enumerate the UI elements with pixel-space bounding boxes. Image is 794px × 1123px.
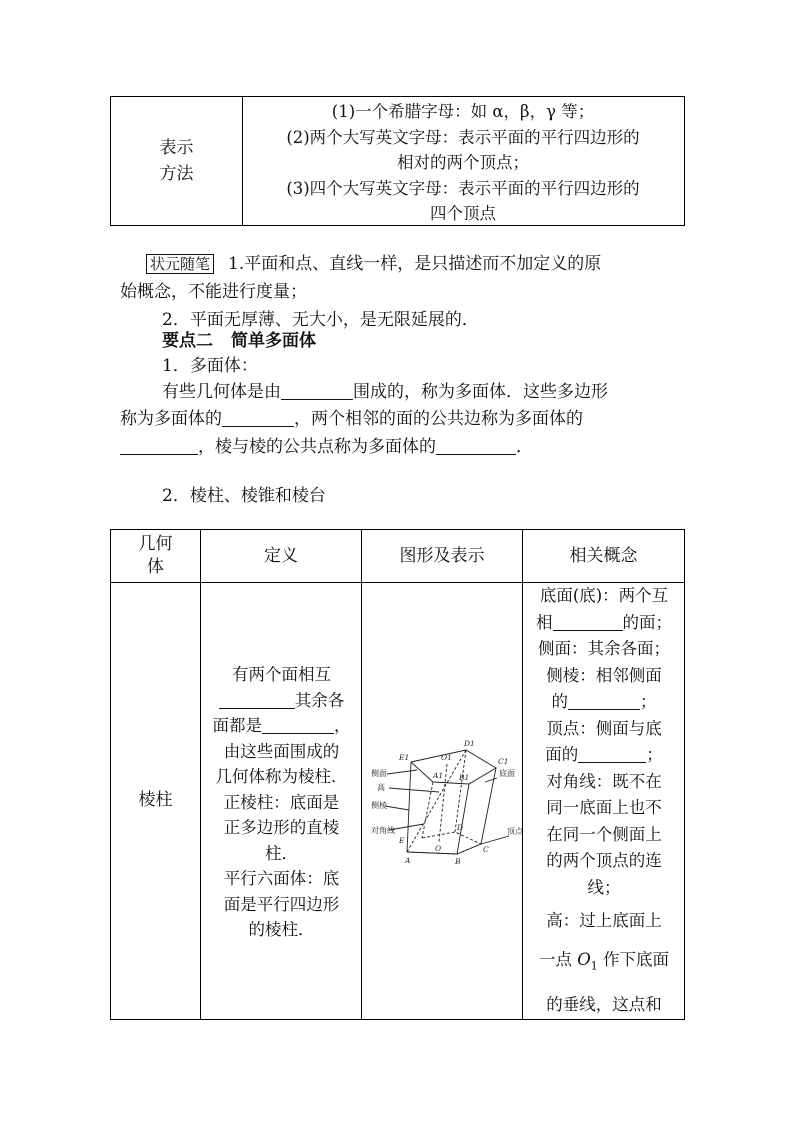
notation-line: (2)两个大写英文字母：表示平面的平行四边形的 bbox=[286, 127, 640, 147]
text-span: 围成的，称为多面体．这些多边形 bbox=[353, 382, 608, 402]
row-name-text: 棱柱 bbox=[138, 790, 173, 810]
header-definition bbox=[201, 530, 361, 582]
vertex-label: B bbox=[455, 857, 461, 866]
paragraph-line-1 bbox=[120, 378, 685, 406]
fill-blank bbox=[281, 381, 353, 400]
header-text: 定义 bbox=[264, 545, 298, 566]
text-span: 称为多面体的 bbox=[120, 409, 222, 429]
definition-line: 平行六面体：底 bbox=[223, 869, 340, 888]
vertex-label: O1 bbox=[441, 753, 452, 762]
notation-line: (1)一个希腊字母：如 α，β，γ 等； bbox=[331, 102, 595, 121]
note-badge: 状元随笔 bbox=[146, 254, 214, 274]
definition-line: 几何体称为棱柱． bbox=[215, 767, 348, 786]
concept-line: 在同一个侧面上 bbox=[546, 824, 662, 844]
concept-line: 对角线：既不在 bbox=[546, 771, 662, 791]
figure-label: 高 bbox=[377, 783, 385, 792]
definition-cell bbox=[203, 662, 360, 943]
definition-line bbox=[203, 688, 360, 714]
pointer bbox=[387, 770, 417, 774]
text-span: 1 bbox=[590, 959, 598, 973]
definition-line: 有两个面相互 bbox=[232, 665, 331, 684]
fill-blank bbox=[219, 690, 295, 709]
definition-line: 面是平行四边形 bbox=[223, 894, 340, 914]
header-text: 体 bbox=[147, 557, 164, 577]
definition-line: 正棱柱：底面是 bbox=[223, 792, 340, 812]
figure-label: 顶点 bbox=[507, 827, 523, 836]
lateral-edge bbox=[455, 750, 466, 832]
figure-label: 侧棱 bbox=[371, 801, 387, 810]
concept-line: 线； bbox=[587, 877, 621, 897]
fill-blank bbox=[553, 612, 623, 631]
lateral-edge bbox=[407, 762, 411, 852]
notation-label-line1: 表示 bbox=[159, 138, 194, 158]
text-span: 的 bbox=[551, 692, 568, 711]
concept-line bbox=[524, 689, 684, 716]
header-concepts bbox=[523, 530, 684, 582]
text-span: 有些几何体是由 bbox=[162, 382, 281, 402]
concept-line: 侧棱：相邻侧面 bbox=[546, 665, 662, 685]
text-span: 其余各 bbox=[294, 690, 345, 710]
text-span: 面都是 bbox=[212, 716, 262, 735]
fill-blank bbox=[222, 408, 294, 427]
vertex-label: C1 bbox=[498, 757, 509, 766]
header-text: 图形及表示 bbox=[399, 545, 485, 566]
note-1 bbox=[120, 250, 685, 278]
concept-line: 同一底面上也不 bbox=[546, 798, 662, 817]
notation-label bbox=[111, 97, 243, 225]
definition-line bbox=[203, 713, 360, 739]
header-shape bbox=[111, 530, 200, 582]
fill-blank bbox=[436, 436, 516, 455]
header-text: 几何 bbox=[138, 534, 173, 554]
paragraph-line-3 bbox=[120, 433, 685, 461]
section-heading-a: 要点二 bbox=[162, 331, 213, 351]
definition-line: 柱． bbox=[265, 843, 298, 863]
notation-label-line2: 方法 bbox=[159, 164, 194, 184]
pointer bbox=[385, 806, 409, 810]
vertex-label: O bbox=[435, 844, 442, 853]
notation-line: 四个顶点 bbox=[430, 204, 496, 223]
vertex-label: D1 bbox=[464, 739, 475, 748]
vertex-label: D bbox=[457, 823, 464, 832]
text-span: ； bbox=[646, 745, 663, 764]
text-span: O bbox=[577, 950, 591, 969]
text-span: 面的 bbox=[545, 745, 579, 764]
item-1-text: 1．多面体： bbox=[162, 356, 258, 376]
bottom-face bbox=[407, 832, 481, 854]
header-figure bbox=[362, 530, 522, 582]
vertex-label: B1 bbox=[459, 773, 470, 782]
concept-line: 底面(底)：两个互 bbox=[539, 586, 669, 605]
prism-figure bbox=[369, 730, 523, 875]
section-heading bbox=[120, 327, 685, 355]
notation-line: 相对的两个顶点； bbox=[397, 153, 529, 172]
vertex-label: A bbox=[405, 856, 411, 865]
figure-label: 侧面 bbox=[371, 769, 387, 778]
vertex-label: A1 bbox=[433, 771, 444, 780]
column-divider bbox=[522, 530, 523, 1019]
vertex-label: E bbox=[399, 836, 405, 845]
figure-label: 底面 bbox=[499, 769, 515, 778]
note-1-cont bbox=[120, 278, 685, 306]
fill-blank bbox=[568, 691, 640, 710]
pointer bbox=[481, 836, 509, 844]
text-span: ，两个相邻的面的公共边称为多面体的 bbox=[294, 409, 583, 429]
text-span: 一点 bbox=[538, 950, 578, 969]
notation-content bbox=[243, 99, 683, 227]
column-divider bbox=[200, 530, 201, 1019]
concepts-cell bbox=[524, 583, 684, 1024]
concept-line: 顶点：侧面与底 bbox=[546, 718, 662, 738]
concept-line bbox=[524, 610, 684, 637]
lateral-edge bbox=[457, 784, 469, 854]
vertex-label: E1 bbox=[399, 753, 410, 762]
text-span: 相 bbox=[536, 612, 553, 632]
text-span: ， bbox=[334, 716, 351, 735]
text-span: ； bbox=[640, 692, 657, 711]
concept-line: 的垂线，这点和 bbox=[546, 995, 662, 1015]
fill-blank bbox=[578, 744, 646, 763]
bottom-face-front bbox=[407, 844, 481, 854]
note-1-text-a: 1.平面和点、直线一样，是只描述而不加定义的原 bbox=[228, 254, 602, 274]
item-2-text: 2．棱柱、棱锥和棱台 bbox=[162, 486, 326, 506]
figure-label: 对角线 bbox=[371, 826, 395, 835]
top-face bbox=[411, 750, 496, 784]
vertex-label: C bbox=[483, 845, 489, 854]
header-text: 相关概念 bbox=[569, 545, 638, 566]
text-span: 作下底面 bbox=[597, 950, 670, 969]
notation-table bbox=[110, 96, 685, 226]
concept-line: 的两个顶点的连 bbox=[546, 851, 662, 870]
column-divider bbox=[361, 530, 362, 1019]
fill-blank bbox=[262, 715, 334, 734]
pointer bbox=[485, 778, 497, 782]
concept-line bbox=[524, 940, 684, 985]
notation-line: (3)四个大写英文字母：表示平面的平行四边形的 bbox=[286, 178, 640, 198]
item-2 bbox=[120, 482, 685, 510]
prism-table bbox=[110, 529, 685, 1020]
section-heading-b: 简单多面体 bbox=[231, 331, 316, 351]
item-1 bbox=[120, 352, 685, 380]
paragraph-line-2 bbox=[120, 405, 685, 433]
note-2-text: 2．平面无厚薄、无大小，是无限延展的． bbox=[162, 310, 479, 330]
definition-line: 由这些面围成的 bbox=[223, 741, 340, 761]
definition-line: 的棱柱． bbox=[248, 920, 315, 939]
text-span: 的面； bbox=[622, 612, 672, 632]
fill-blank bbox=[120, 436, 198, 455]
concept-line: 高：过上底面上 bbox=[546, 911, 662, 930]
concept-line bbox=[524, 742, 684, 769]
diagonal-line bbox=[407, 750, 466, 852]
definition-line: 正多边形的直棱 bbox=[223, 818, 340, 837]
text-span: ． bbox=[516, 437, 533, 457]
note-1-text-b: 始概念，不能进行度量； bbox=[120, 282, 307, 302]
concept-line: 侧面：其余各面； bbox=[538, 639, 670, 658]
text-span: ，棱与棱的公共点称为多面体的 bbox=[198, 437, 436, 457]
row-name bbox=[111, 788, 200, 814]
